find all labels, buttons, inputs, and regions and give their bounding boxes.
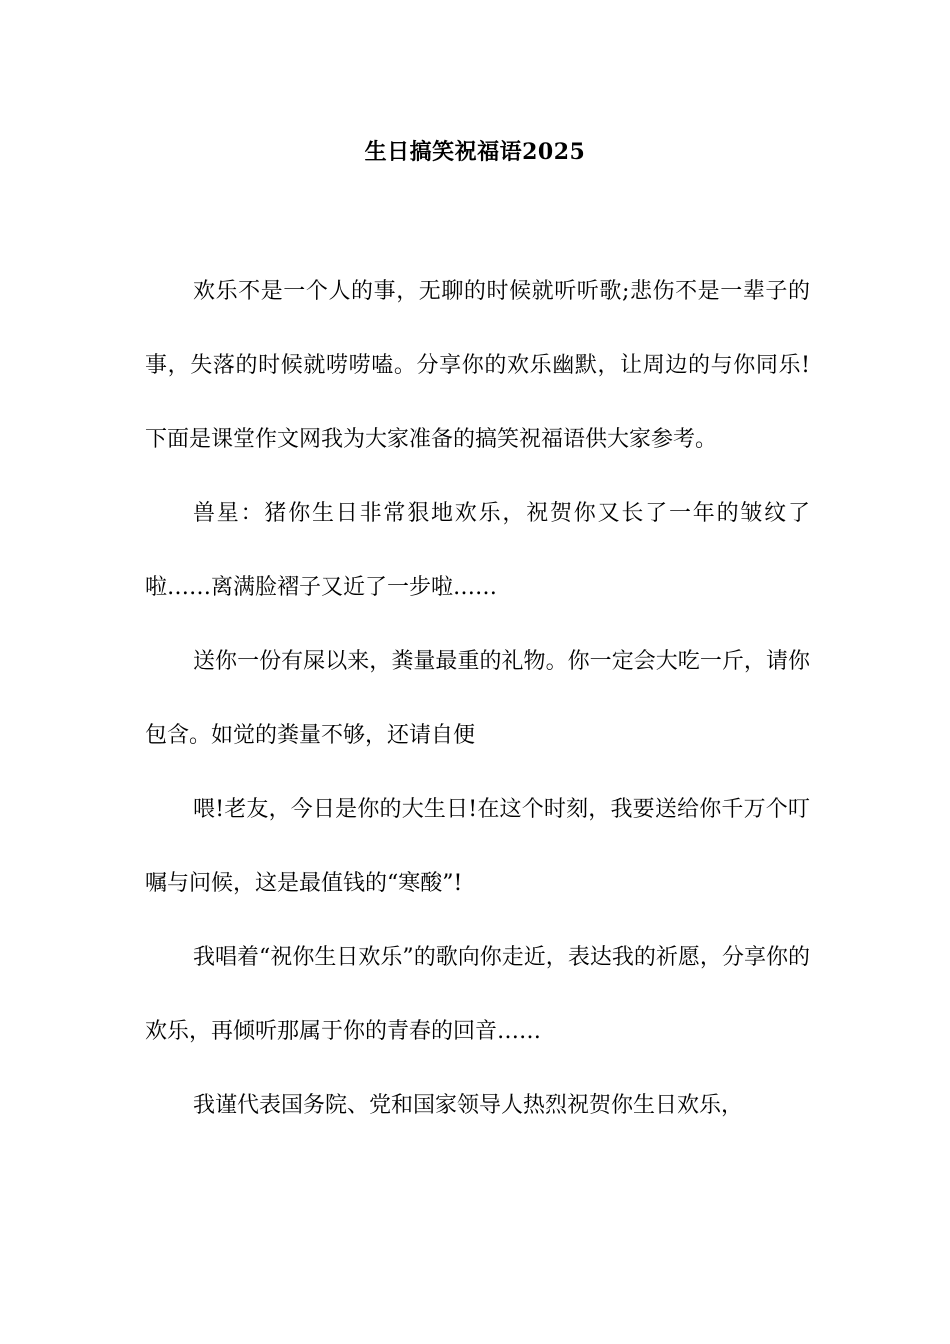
- paragraph: 送你一份有屎以来，粪量最重的礼物。你一定会大吃一斤，请你包含。如觉的粪量不够，还请自便: [145, 649, 810, 748]
- paragraph: 兽星：猪你生日非常狠地欢乐，祝贺你又长了一年的皱纹了啦……离满脸褶子又近了一步啦……: [145, 501, 810, 600]
- paragraph: 我唱着“祝你生日欢乐”的歌向你走近，表达我的祈愿，分享你的欢乐，再倾听那属于你的青春的回音……: [145, 945, 810, 1044]
- paragraph: 喂!老友，今日是你的大生日!在这个时刻，我要送给你千万个叮嘱与问候，这是最值钱的“寒酸”!: [145, 797, 810, 896]
- paragraph: 欢乐不是一个人的事，无聊的时候就听听歌;悲伤不是一辈子的事，失落的时候就唠唠嗑。分享你的欢乐幽默，让周边的与你同乐!下面是课堂作文网我为大家准备的搞笑祝福语供大家参考。: [145, 279, 810, 452]
- paragraph: 我谨代表国务院、党和国家领导人热烈祝贺你生日欢乐，: [193, 1093, 744, 1118]
- document-body: [145, 255, 810, 1143]
- document-title: 生日搞笑祝福语2025: [364, 139, 586, 165]
